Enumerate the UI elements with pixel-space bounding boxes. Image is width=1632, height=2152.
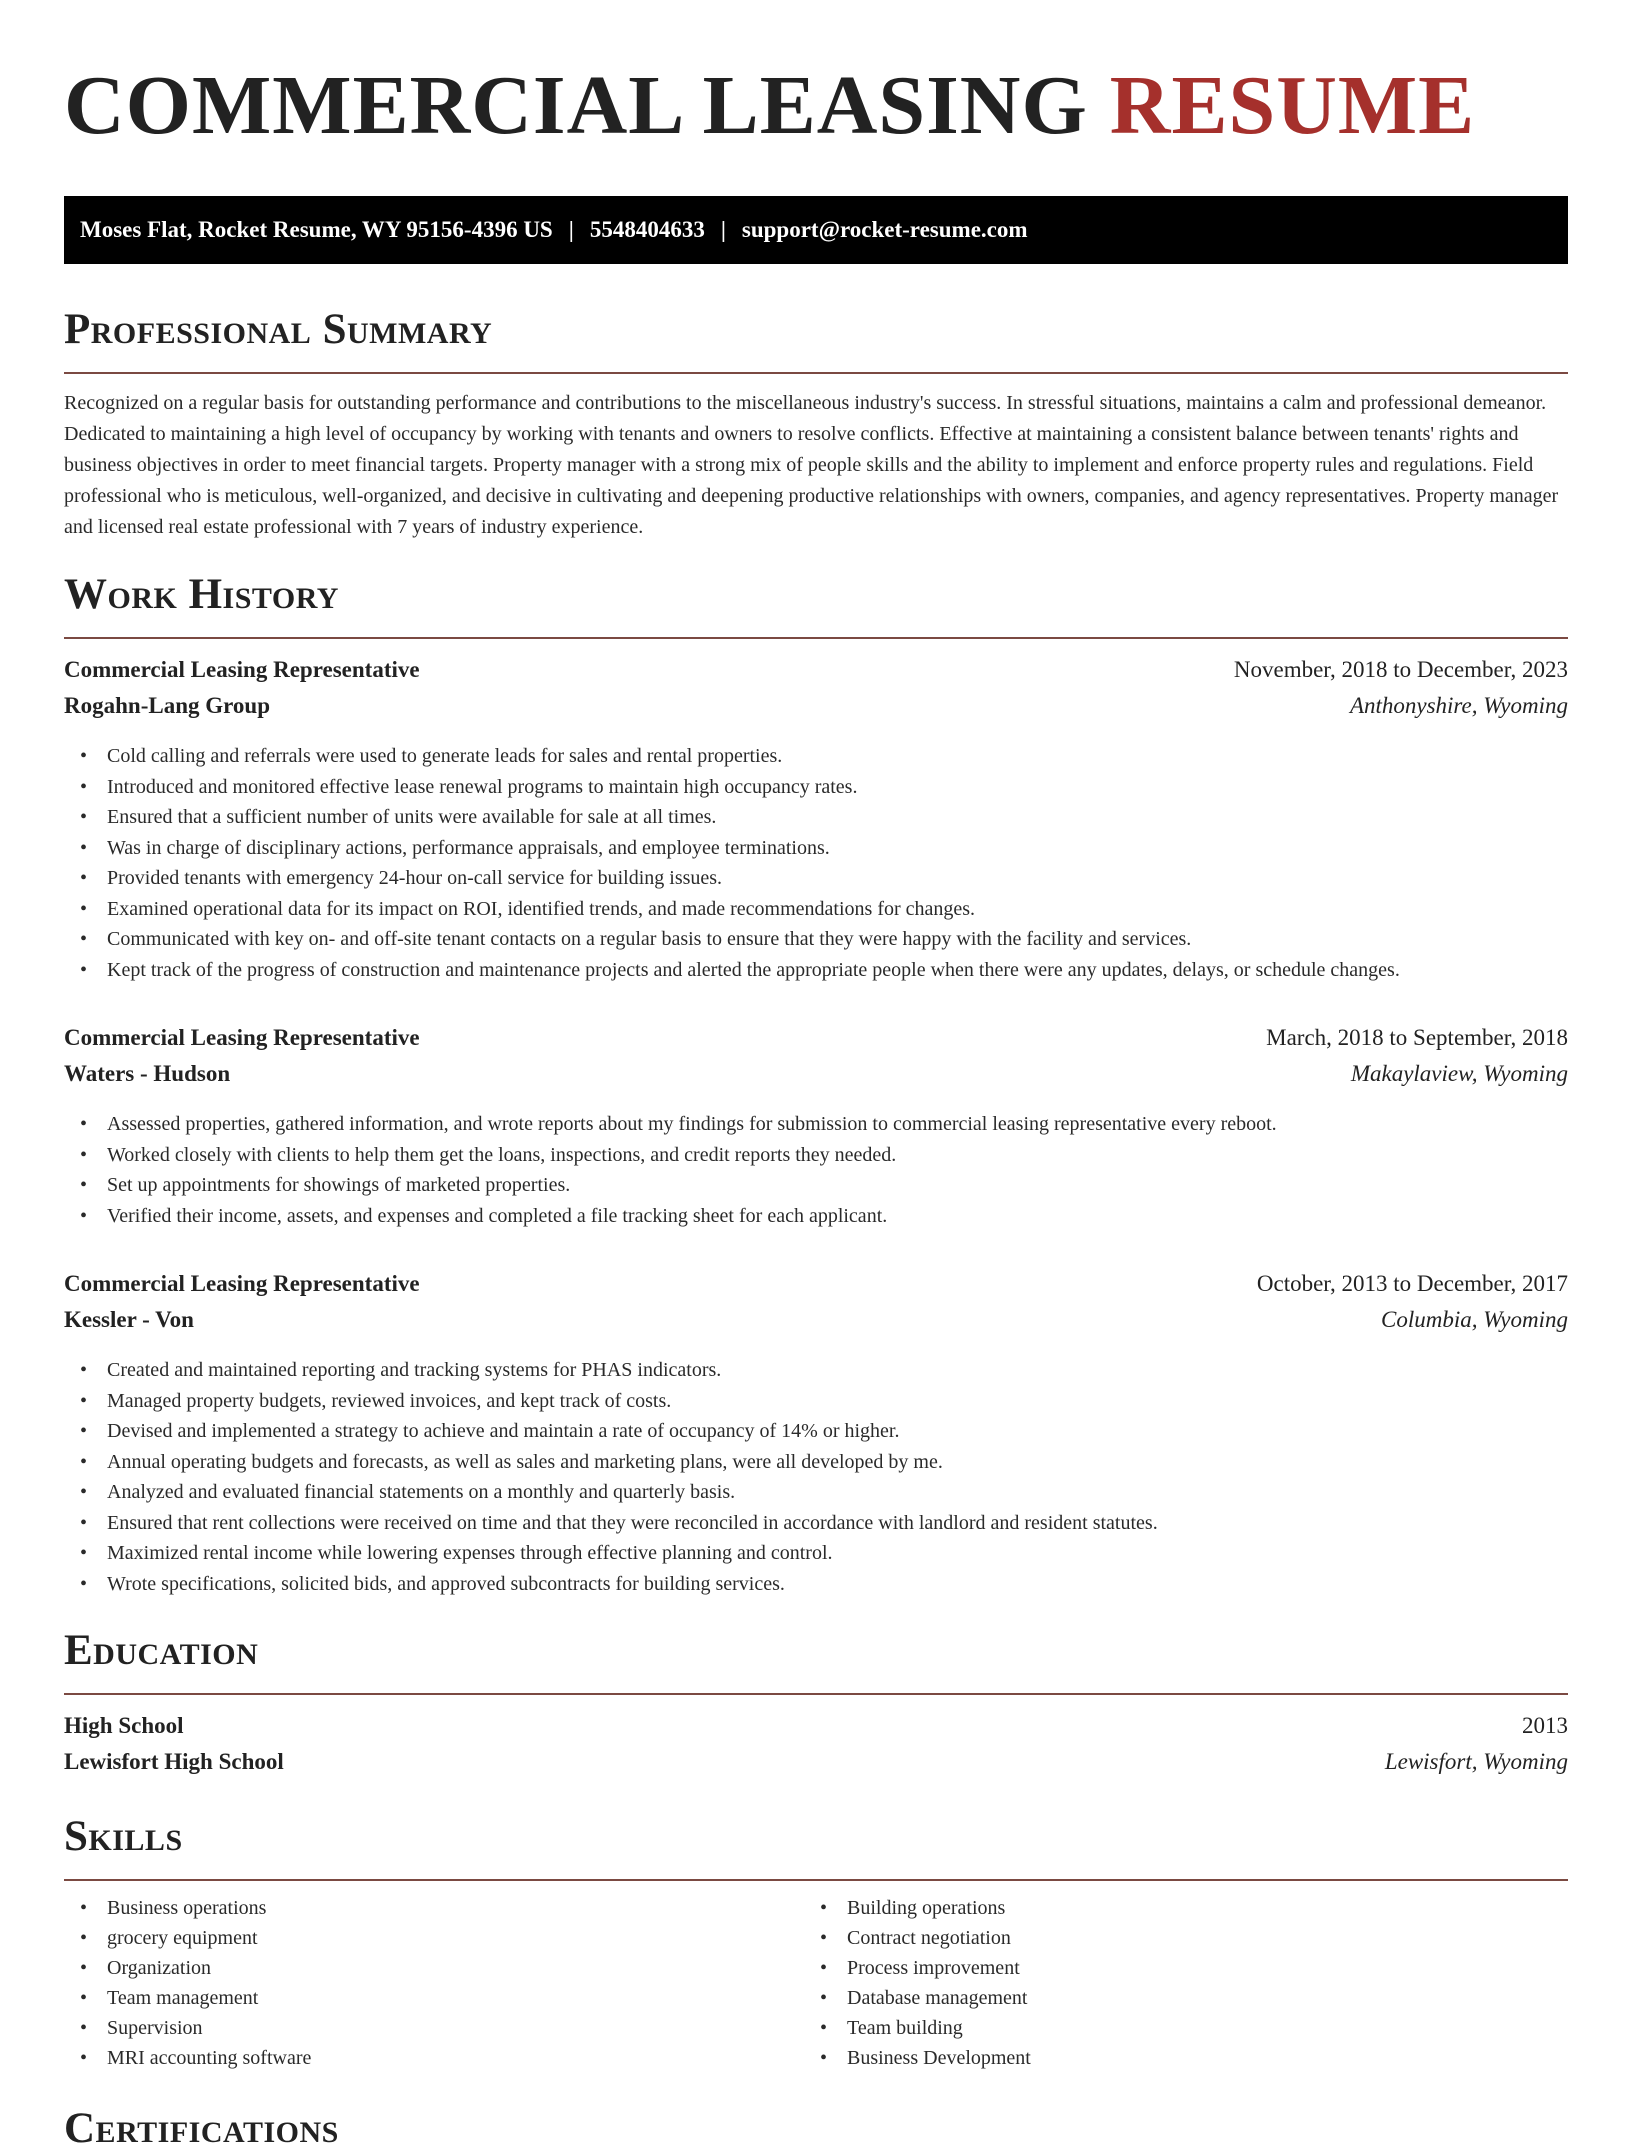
skill-item: • Building operations [804, 1893, 1544, 1923]
skill-item: • grocery equipment [64, 1923, 804, 1953]
job-company: Kessler - Von [64, 1307, 194, 1332]
job-company-row [64, 1307, 1568, 1343]
job-dates: March, 2018 to September, 2018 [1266, 1025, 1568, 1050]
skill-item: • MRI accounting software [64, 2043, 804, 2073]
job-duty-item: • Set up appointments for showings of marketed properties. [64, 1170, 1568, 1201]
job-duties-list [64, 1355, 1568, 1599]
section-divider [64, 1879, 1568, 1881]
job-company-row [64, 693, 1568, 729]
job-header-row [64, 657, 1568, 693]
job-dates: October, 2013 to December, 2017 [1256, 1271, 1568, 1296]
job-location: Makaylaview, Wyoming [1350, 1061, 1568, 1086]
job-duty-item: • Ensured that a sufficient number of units were available for sale at all times. [64, 802, 1568, 833]
skill-item: • Database management [804, 1983, 1544, 2013]
job-duty-item: • Communicated with key on- and off-site tenant contacts on a regular basis to ensure that they were happy with the facility and services. [64, 924, 1568, 955]
job-entry [64, 1271, 1568, 1599]
job-company: Rogahn-Lang Group [64, 693, 271, 718]
work-history-section [64, 573, 1568, 1599]
education-heading: Education [64, 1627, 259, 1674]
job-duty-item: • Provided tenants with emergency 24-hour on-call service for building issues. [64, 863, 1568, 894]
job-duty-item: • Ensured that rent collections were received on time and that they were reconciled in accordance with landlord and resident statutes. [64, 1508, 1568, 1539]
job-dates: November, 2018 to December, 2023 [1233, 657, 1568, 682]
skills-columns [64, 1893, 1568, 2073]
job-duty-item: • Assessed properties, gathered information, and wrote reports about my findings for submission to commercial leasing representative every reboot. [64, 1109, 1568, 1140]
job-entry [64, 657, 1568, 985]
job-list [64, 657, 1568, 1599]
skills-column-right [804, 1893, 1544, 2073]
job-duty-item: • Created and maintained reporting and tracking systems for PHAS indicators. [64, 1355, 1568, 1386]
education-year: 2013 [1522, 1713, 1568, 1738]
education-row [64, 1749, 1568, 1785]
job-duty-item: • Annual operating budgets and forecasts, as well as sales and marketing plans, were all developed by me. [64, 1447, 1568, 1478]
job-duty-item: • Worked closely with clients to help them get the loans, inspections, and credit reports they needed. [64, 1140, 1568, 1171]
education-section [64, 1629, 1568, 1785]
job-duty-item: • Devised and implemented a strategy to achieve and maintain a rate of occupancy of 14% or higher. [64, 1416, 1568, 1447]
contact-separator: | [568, 217, 574, 242]
work-history-heading: Work History [64, 571, 339, 618]
skill-item: • Business operations [64, 1893, 804, 1923]
job-company: Waters - Hudson [64, 1061, 231, 1086]
skills-section [64, 1815, 1568, 2073]
job-duty-item: • Managed property budgets, reviewed invoices, and kept track of costs. [64, 1386, 1568, 1417]
certifications-section [64, 2107, 1568, 2151]
skill-item: • Contract negotiation [804, 1923, 1544, 1953]
contact-email: support@rocket-resume.com [741, 217, 1028, 242]
education-entry [64, 1713, 1568, 1785]
resume-title [64, 59, 1568, 152]
job-duty-item: • Introduced and monitored effective lease renewal programs to maintain high occupancy rates. [64, 772, 1568, 803]
skills-column-left [64, 1893, 804, 2073]
job-location: Anthonyshire, Wyoming [1349, 693, 1568, 718]
section-divider [64, 637, 1568, 639]
job-header-row [64, 1025, 1568, 1061]
contact-phone: 5548404633 [589, 217, 705, 242]
skill-item: • Team building [804, 2013, 1544, 2043]
job-duty-item: • Examined operational data for its impact on ROI, identified trends, and made recommendations for changes. [64, 894, 1568, 925]
summary-heading: Professional Summary [64, 306, 493, 353]
contact-bar [64, 196, 1568, 264]
section-divider [64, 1693, 1568, 1695]
job-role: Commercial Leasing Representative [64, 657, 420, 682]
summary-section [64, 308, 1568, 543]
job-duty-item: • Analyzed and evaluated financial statements on a monthly and quarterly basis. [64, 1477, 1568, 1508]
skill-item: • Organization [64, 1953, 804, 1983]
job-duties-list [64, 1109, 1568, 1231]
job-duty-item: • Maximized rental income while lowering expenses through effective planning and control. [64, 1538, 1568, 1569]
skills-heading: Skills [64, 1813, 183, 1860]
education-location: Lewisfort, Wyoming [1384, 1749, 1568, 1774]
education-school: Lewisfort High School [64, 1749, 284, 1774]
contact-address: Moses Flat, Rocket Resume, WY 95156-4396 US [80, 217, 553, 242]
resume-title-main: COMMERCIAL LEASING [64, 59, 1110, 152]
job-role: Commercial Leasing Representative [64, 1025, 420, 1050]
education-degree: High School [64, 1713, 184, 1738]
job-duty-item: • Kept track of the progress of construction and maintenance projects and alerted the appropriate people when there were any updates, delays, or schedule changes. [64, 955, 1568, 986]
job-location: Columbia, Wyoming [1381, 1307, 1568, 1332]
job-duty-item: • Wrote specifications, solicited bids, and approved subcontracts for building services. [64, 1569, 1568, 1600]
job-header-row [64, 1271, 1568, 1307]
section-divider [64, 372, 1568, 374]
job-company-row [64, 1061, 1568, 1097]
job-duty-item: • Was in charge of disciplinary actions, performance appraisals, and employee terminations. [64, 833, 1568, 864]
skill-item: • Supervision [64, 2013, 804, 2043]
job-duty-item: • Cold calling and referrals were used to generate leads for sales and rental properties. [64, 741, 1568, 772]
resume-title-accent: RESUME [1109, 59, 1476, 152]
job-duty-item: • Verified their income, assets, and expenses and completed a file tracking sheet for each applicant. [64, 1201, 1568, 1232]
education-row [64, 1713, 1568, 1749]
skill-item: • Business Development [804, 2043, 1544, 2073]
summary-text: Recognized on a regular basis for outstanding performance and contributions to the miscellaneous industry's success. In stressful situations, maintains a calm and professional demeanor. Dedicated to maintaining a high level of occupancy by working with tenants and owners to resolve conflicts. Effective at maintaining a consistent balance between tenants' rights and business objectives in order to meet financial targets. Property manager with a strong mix of people skills and the ability to implement and enforce property rules and regulations. Field professional who is meticulous, well-organized, and decisive in cultivating and deepening productive relationships with owners, companies, and agency representatives. Property manager and licensed real estate professional with 7 years of industry experience. [64, 392, 1559, 538]
job-entry [64, 1025, 1568, 1231]
contact-separator: | [720, 217, 726, 242]
job-role: Commercial Leasing Representative [64, 1271, 420, 1296]
skill-item: • Process improvement [804, 1953, 1544, 1983]
job-duties-list [64, 741, 1568, 985]
certifications-heading: Certifications [64, 2105, 339, 2152]
skill-item: • Team management [64, 1983, 804, 2013]
